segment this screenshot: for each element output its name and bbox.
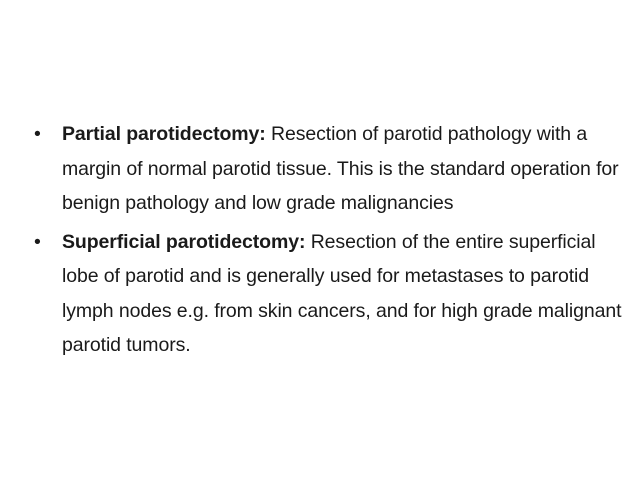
bullet-text: Resection of parotid pathology with a margin of normal parotid tissue. This is the standard operation for benign pathology and low grade malignancies: [62, 123, 619, 214]
bullet-list: [34, 117, 624, 363]
bullet-item-partial-parotidectomy: [34, 117, 624, 221]
bullet-icon: •: [34, 230, 41, 253]
bullet-icon: •: [34, 123, 41, 145]
bullet-term: Superficial parotidectomy:: [62, 230, 306, 253]
bullet-text: Resection of the entire superficial lobe of parotid and is generally used for metastases to parotid lymph nodes e.g. from skin cancers, and for high grade malignant parotid tumors.: [62, 230, 622, 356]
bullet-item-superficial-parotidectomy: [34, 225, 624, 363]
bullet-term: Partial parotidectomy:: [62, 123, 266, 145]
